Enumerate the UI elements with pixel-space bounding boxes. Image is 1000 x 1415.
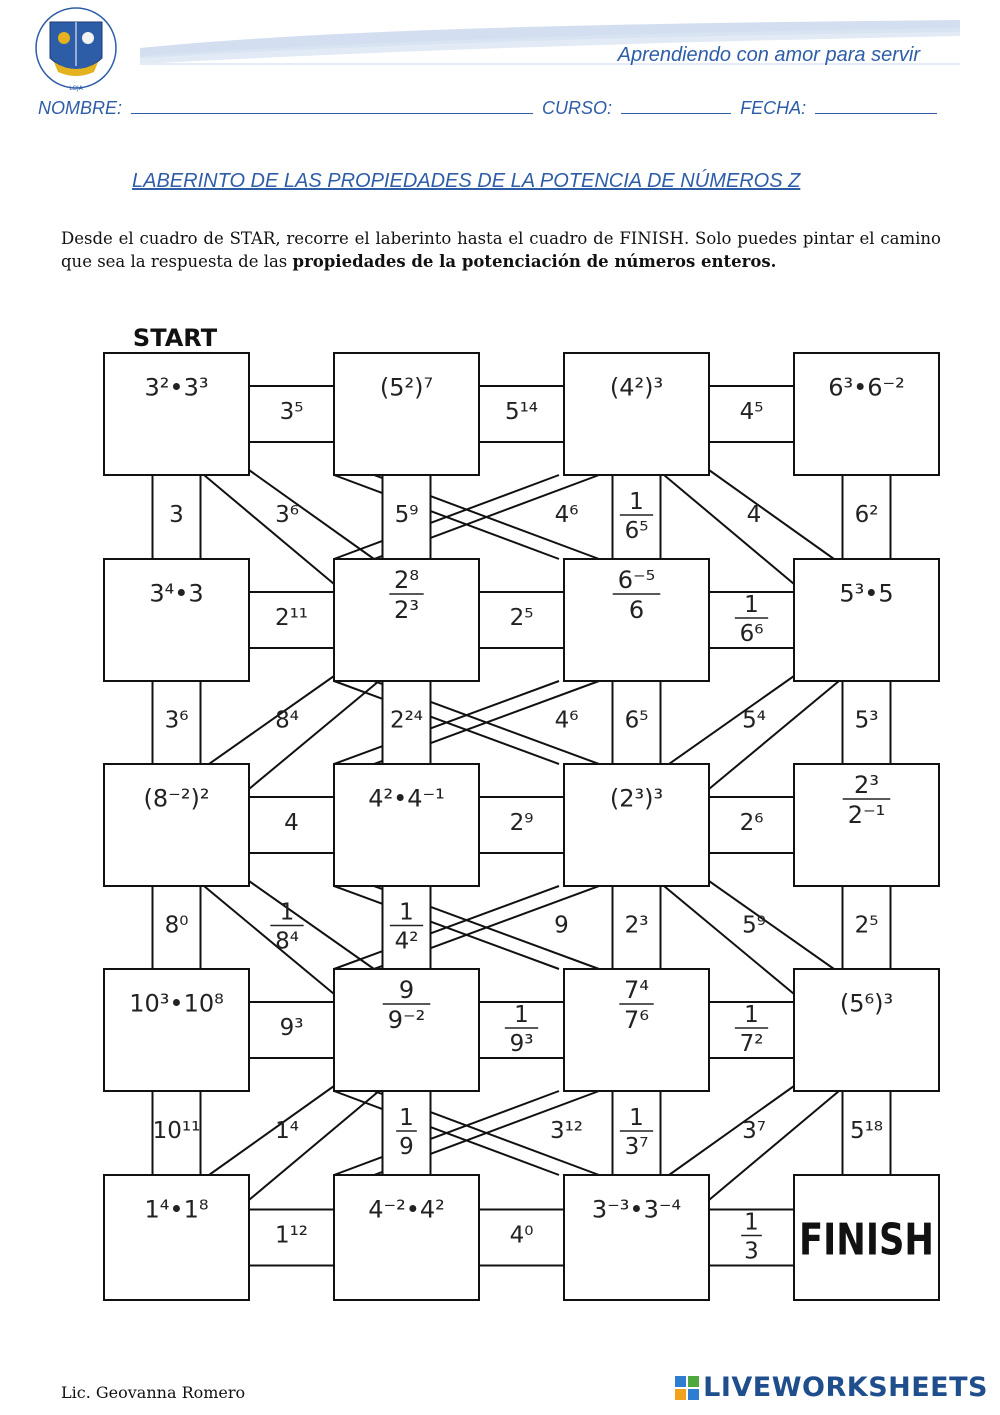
maze-box-label-den: 9⁻²: [387, 1006, 426, 1034]
maze-box[interactable]: [104, 353, 249, 475]
v-connector[interactable]: [613, 1091, 661, 1175]
v-connector-label-text: 6²: [854, 502, 879, 529]
maze-box-label-den: 7⁶: [624, 1006, 649, 1034]
v-connector-label-text: 5¹⁸: [849, 1118, 884, 1145]
h-connector-label[interactable]: [280, 399, 304, 425]
diag-connector-label[interactable]: [275, 1118, 299, 1144]
h-connector-label[interactable]: [275, 605, 308, 631]
v-connector-label-num: 1: [629, 1105, 644, 1131]
diag-line: [709, 470, 834, 559]
maze-box-label[interactable]: [592, 1195, 681, 1223]
diag-connector-label-den: 8⁴: [275, 928, 299, 955]
fecha-label: FECHA:: [740, 98, 807, 118]
diag-connector-label[interactable]: [747, 502, 762, 528]
v-connector-label[interactable]: [153, 1118, 201, 1144]
v-connector[interactable]: [613, 475, 661, 559]
h-connector-label-text: 3⁵: [279, 399, 304, 426]
maze-box-label-text: 6³•6⁻²: [828, 373, 905, 402]
v-connector-label[interactable]: [850, 1118, 883, 1144]
maze-box-label-text: 1⁴•1⁸: [144, 1195, 209, 1224]
maze-box-label-num: 2⁸: [394, 566, 419, 594]
diag-connector-label[interactable]: [554, 913, 569, 939]
h-connector-label-text: 2⁵: [509, 605, 534, 632]
student-info-line: [38, 98, 958, 119]
diag-connector-label-num: 1: [279, 899, 295, 926]
v-connector-label-den: 6⁵: [624, 518, 649, 544]
v-connector-label-text: 5³: [854, 707, 879, 734]
maze-box-label-text: 5³•5: [839, 579, 894, 608]
h-connector-label-text: 2⁶: [739, 810, 764, 837]
h-connector-label-den: 7²: [739, 1031, 764, 1057]
maze-box-label[interactable]: [828, 373, 905, 401]
diag-connector-label-text: 9: [554, 912, 569, 939]
maze-box-label[interactable]: [840, 989, 893, 1017]
maze-box[interactable]: [104, 559, 249, 681]
maze-box[interactable]: [104, 1175, 249, 1300]
horizontal-connectors: [249, 386, 794, 1266]
h-connector-label-num: 1: [514, 1002, 529, 1028]
h-connector-label[interactable]: [510, 605, 534, 631]
v-connector-label[interactable]: [395, 502, 419, 528]
v-connector[interactable]: [383, 1091, 431, 1175]
maze-box-label[interactable]: [145, 1195, 209, 1223]
diag-line: [209, 1086, 334, 1175]
v-connector-label[interactable]: [855, 708, 879, 734]
diag-connector-label-text: 4⁶: [554, 707, 579, 734]
h-connector-label-text: 1¹²: [274, 1222, 309, 1249]
maze-box-label-den: 6: [628, 596, 645, 624]
v-connector-label-den: 3⁷: [624, 1134, 649, 1160]
h-connector-label-num: 1: [744, 1002, 759, 1028]
diag-connector-label[interactable]: [275, 708, 299, 734]
maze-box[interactable]: [794, 559, 939, 681]
v-connector-label-num: 1: [629, 489, 644, 515]
footer-author: Lic. Geovanna Romero: [61, 1383, 246, 1402]
fecha-field[interactable]: [815, 113, 937, 114]
diag-line: [209, 676, 334, 764]
maze-box-label-text: (2³)³: [609, 784, 664, 813]
maze-box-label[interactable]: [149, 579, 203, 607]
maze-box-label-text: (5⁶)³: [839, 989, 894, 1018]
maze-box[interactable]: [104, 969, 249, 1091]
diag-connector-label-text: 3⁷: [742, 1118, 766, 1145]
maze-box[interactable]: [794, 353, 939, 475]
diag-line: [709, 881, 834, 969]
maze-box[interactable]: [334, 353, 479, 475]
school-logo: [28, 6, 124, 94]
diag-connector-label-text: 3¹²: [549, 1118, 584, 1145]
diag-connector-label-text: 8⁴: [275, 707, 299, 734]
v-connector-label-text: 8⁰: [164, 912, 189, 939]
maze-box-label-text: 4⁻²•4²: [368, 1195, 445, 1224]
maze-box-label-text: 4²•4⁻¹: [368, 784, 445, 813]
maze-box[interactable]: [564, 353, 709, 475]
diag-line: [669, 676, 794, 764]
maze-box-label[interactable]: [145, 373, 209, 401]
v-connector-label-den: 4²: [394, 928, 419, 955]
maze-box-label-den: 2³: [394, 596, 419, 624]
v-connector-label-text: 3⁶: [164, 707, 189, 734]
h-connector-label-text: 4: [284, 810, 299, 837]
maze-box-label[interactable]: [610, 784, 663, 812]
h-connector-label-den: 9³: [509, 1031, 534, 1057]
maze-box-label-num: 9: [398, 976, 415, 1004]
v-connector-label[interactable]: [169, 502, 184, 528]
maze-box-label-text: 10³•10⁸: [129, 989, 224, 1018]
nombre-label: NOMBRE:: [38, 98, 123, 118]
maze-box[interactable]: [794, 969, 939, 1091]
maze-box-label[interactable]: [129, 989, 223, 1017]
diag-connector-label-text: 4: [746, 502, 762, 529]
diag-connector-label[interactable]: [555, 502, 579, 528]
h-connector-label-text: 5¹⁴: [504, 399, 539, 426]
maze-box-label[interactable]: [368, 1195, 445, 1223]
nombre-field[interactable]: [131, 113, 533, 114]
v-connector-label-text: 6⁵: [624, 707, 649, 734]
instructions-text: Desde el cuadro de STAR, recorre el laberinto hasta el cuadro de FINISH. Solo puedes pintar el camino que sea la respuesta de las: [61, 229, 941, 271]
h-connector-label[interactable]: [510, 810, 534, 836]
h-connector-label-den: 3: [744, 1238, 759, 1265]
h-connector-label[interactable]: [510, 1223, 534, 1249]
maze-box[interactable]: [564, 1175, 709, 1300]
maze-box-label-text: (8⁻²)²: [143, 784, 210, 813]
h-connector-label[interactable]: [740, 810, 764, 836]
maze-box-label-text: 3⁴•3: [149, 579, 204, 608]
maze-box[interactable]: [334, 1175, 479, 1300]
maze-box[interactable]: [334, 764, 479, 886]
h-connector-label-text: 4⁰: [509, 1222, 534, 1249]
worksheet-title: LABERINTO DE LAS PROPIEDADES DE LA POTENCIA DE NÚMEROS Z: [132, 170, 801, 192]
maze-box-label[interactable]: [368, 784, 445, 812]
v-connector-label-num: 1: [399, 899, 414, 926]
h-connector-label-text: 4⁵: [739, 399, 764, 426]
v-connector-label[interactable]: [165, 913, 189, 939]
maze-box-label[interactable]: [380, 373, 433, 401]
maze-box-label-num: 6⁻⁵: [617, 566, 656, 594]
v-connector-label-num: 1: [399, 1105, 414, 1131]
diag-connector-label-text: 4⁶: [554, 502, 579, 529]
diag-connector-label[interactable]: [275, 502, 299, 528]
maze-box-label-den: 2⁻¹: [847, 801, 886, 829]
diag-connector-label-text: 5⁴: [742, 707, 766, 734]
v-connector-label-text: 2³: [624, 912, 649, 939]
maze-box-label-text: 3⁻³•3⁻⁴: [591, 1195, 682, 1224]
maze-box-label-text: 3²•3³: [144, 373, 209, 402]
v-connector-label[interactable]: [625, 708, 649, 734]
v-connector-label-text: 2²⁴: [389, 707, 424, 734]
maze-box-label-num: 2³: [854, 771, 879, 799]
h-connector-label-text: 2⁹: [509, 810, 534, 837]
v-connector-label[interactable]: [390, 708, 423, 734]
diag-connector-label-text: 1⁴: [275, 1118, 299, 1145]
diag-connector-label-text: 3⁶: [275, 502, 299, 529]
h-connector-label-text: 2¹¹: [274, 605, 309, 632]
h-connector-label[interactable]: [740, 399, 764, 425]
diag-connector-label[interactable]: [742, 708, 766, 734]
maze-box-label-text: (4²)³: [609, 373, 664, 402]
v-connector-label[interactable]: [855, 913, 879, 939]
v-connector-label-text: 10¹¹: [152, 1118, 201, 1145]
start-label: START: [132, 324, 218, 352]
liveworksheets-text: LIVEWORKSHEETS: [703, 1372, 988, 1403]
diag-connector-label[interactable]: [742, 913, 766, 939]
school-motto: Aprendiendo con amor para servir: [617, 44, 920, 66]
svg-text:LOJA: LOJA: [69, 85, 83, 92]
v-connector-label-text: 2⁵: [854, 912, 879, 939]
h-connector-label-den: 6⁶: [739, 621, 764, 647]
diag-connector-label[interactable]: [550, 1118, 583, 1144]
liveworksheets-brand: [675, 1372, 988, 1403]
maze-box-label[interactable]: [144, 784, 210, 812]
h-connector-label-num: 1: [744, 1209, 759, 1236]
h-connector-label[interactable]: [284, 810, 299, 836]
h-connector-label[interactable]: [275, 1223, 308, 1249]
h-connector-label-num: 1: [744, 592, 759, 618]
v-connector-label-text: 5⁹: [394, 502, 419, 529]
h-connector-label[interactable]: [505, 399, 538, 425]
v-connector-label[interactable]: [855, 502, 879, 528]
diag-connector-label[interactable]: [555, 708, 579, 734]
finish-label: FINISH: [799, 1214, 934, 1266]
v-connector-label[interactable]: [625, 913, 649, 939]
v-connector-label-den: 9: [399, 1134, 414, 1160]
maze: [0, 318, 1000, 1318]
instructions: [61, 227, 941, 273]
diag-line: [669, 1086, 794, 1175]
curso-label: CURSO:: [542, 98, 613, 118]
instructions-bold: propiedades de la potenciación de números enteros.: [292, 252, 777, 271]
diag-connector-label[interactable]: [270, 900, 303, 955]
diag-connector-label-text: 5⁹: [742, 912, 766, 939]
v-connector-label-text: 3: [169, 502, 184, 529]
maze-box-label[interactable]: [610, 373, 663, 401]
v-connector-label[interactable]: [165, 708, 189, 734]
maze-box[interactable]: [104, 764, 249, 886]
h-connector-label-text: 9³: [279, 1015, 304, 1042]
liveworksheets-icon: [675, 1376, 699, 1400]
h-connector-label[interactable]: [280, 1015, 304, 1041]
diag-connector-label[interactable]: [742, 1118, 766, 1144]
curso-field[interactable]: [621, 113, 731, 114]
maze-box[interactable]: [564, 764, 709, 886]
v-connector[interactable]: [383, 886, 431, 969]
maze-box-label-num: 7⁴: [624, 976, 649, 1004]
maze-box-label[interactable]: [839, 579, 893, 607]
maze-box-label-text: (5²)⁷: [379, 373, 434, 402]
